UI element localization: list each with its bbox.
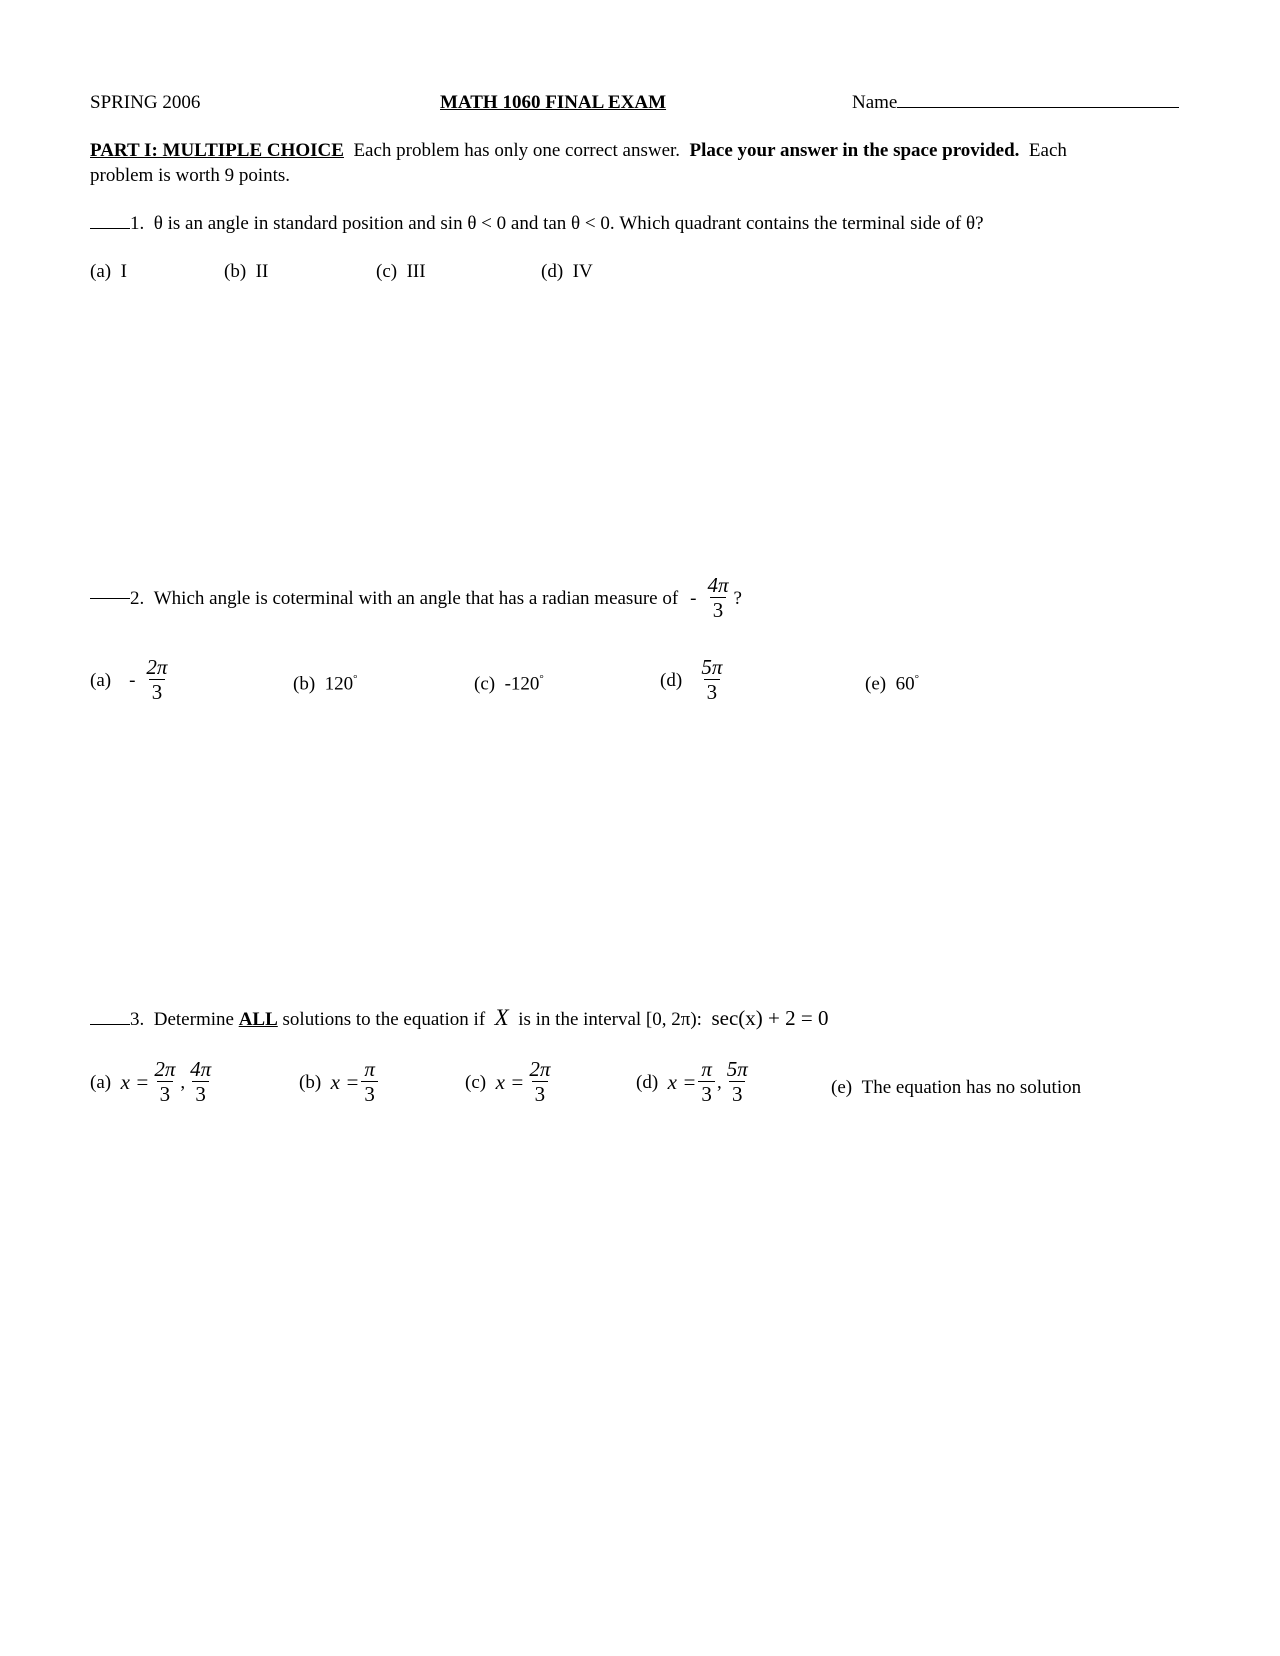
name-label: Name <box>852 92 898 113</box>
part1-heading: PART I: MULTIPLE CHOICE <box>90 140 344 161</box>
answer-blank-3[interactable] <box>90 1024 130 1025</box>
name-field[interactable] <box>852 93 1179 112</box>
q2-option-e: (e) 60° <box>865 673 919 695</box>
q2-end: ? <box>733 587 742 609</box>
q3-option-c: (c) x = $\frac{2\pi}{3}$ <box>465 1057 551 1107</box>
part1-text1: Each problem has only one correct answer. <box>353 140 681 161</box>
q3-option-e: (e) The equation has no solution <box>831 1077 1082 1098</box>
answer-blank-2[interactable] <box>90 598 130 599</box>
q3-option-b: (b) x = $\frac{\pi}{3}$ <box>299 1058 380 1106</box>
question-3 <box>90 1006 828 1029</box>
question-2 <box>90 574 742 622</box>
q2-option-d: (d) $\frac{5\pi}{3}$ <box>660 655 723 705</box>
q2-fraction: $\frac{4\pi}{3}$ <box>707 573 729 623</box>
q3-text-a: Determine <box>153 1009 234 1030</box>
exam-term: SPRING 2006 <box>90 92 201 113</box>
q3-all: ALL <box>238 1009 278 1030</box>
q3-equation: sec(x) + 2 = 0 <box>711 1006 829 1030</box>
q2-text: Which angle is coterminal with an angle that has a radian measure of <box>153 587 679 609</box>
q1-option-c: (c) III <box>376 261 426 282</box>
part1-instructions <box>90 141 1067 160</box>
q1-option-b: (b) II <box>224 261 269 282</box>
q3-var: X <box>494 1005 509 1030</box>
q2-sign: - <box>690 587 697 609</box>
q2-option-a: (a) - $\frac{2\pi}{3}$ <box>90 655 168 705</box>
part1-text2: Each <box>1028 140 1067 161</box>
q1-option-a: (a) I <box>90 261 127 282</box>
q3-option-a: (a) x = $\frac{2\pi}{3}$ , $\frac{4\pi}{3}$ <box>90 1057 212 1107</box>
q2-number: 2. <box>130 587 145 609</box>
q3-number: 3. <box>130 1009 145 1030</box>
q1-number: 1. <box>130 213 145 234</box>
q2-option-c: (c) -120° <box>474 673 544 695</box>
q3-text-b: solutions to the equation if <box>282 1009 486 1030</box>
question-1 <box>90 214 984 233</box>
q3-text-c: is in the interval [0, 2π): <box>518 1009 702 1030</box>
q3-option-d: (d) x = $\frac{\pi}{3}$ , $\frac{5\pi}{3}$ <box>636 1057 748 1107</box>
q1-text: θ is an angle in standard position and sin θ < 0 and tan θ < 0. Which quadrant contains the terminal side of θ? <box>153 213 984 234</box>
q2-option-b: (b) 120° <box>293 673 358 695</box>
part1-text3: problem is worth 9 points. <box>90 165 291 186</box>
name-blank[interactable] <box>897 107 1179 108</box>
exam-title: MATH 1060 FINAL EXAM <box>440 92 667 113</box>
answer-blank-1[interactable] <box>90 228 130 229</box>
part1-bold-text: Place your answer in the space provided. <box>689 140 1020 161</box>
q1-option-d: (d) IV <box>541 261 593 282</box>
